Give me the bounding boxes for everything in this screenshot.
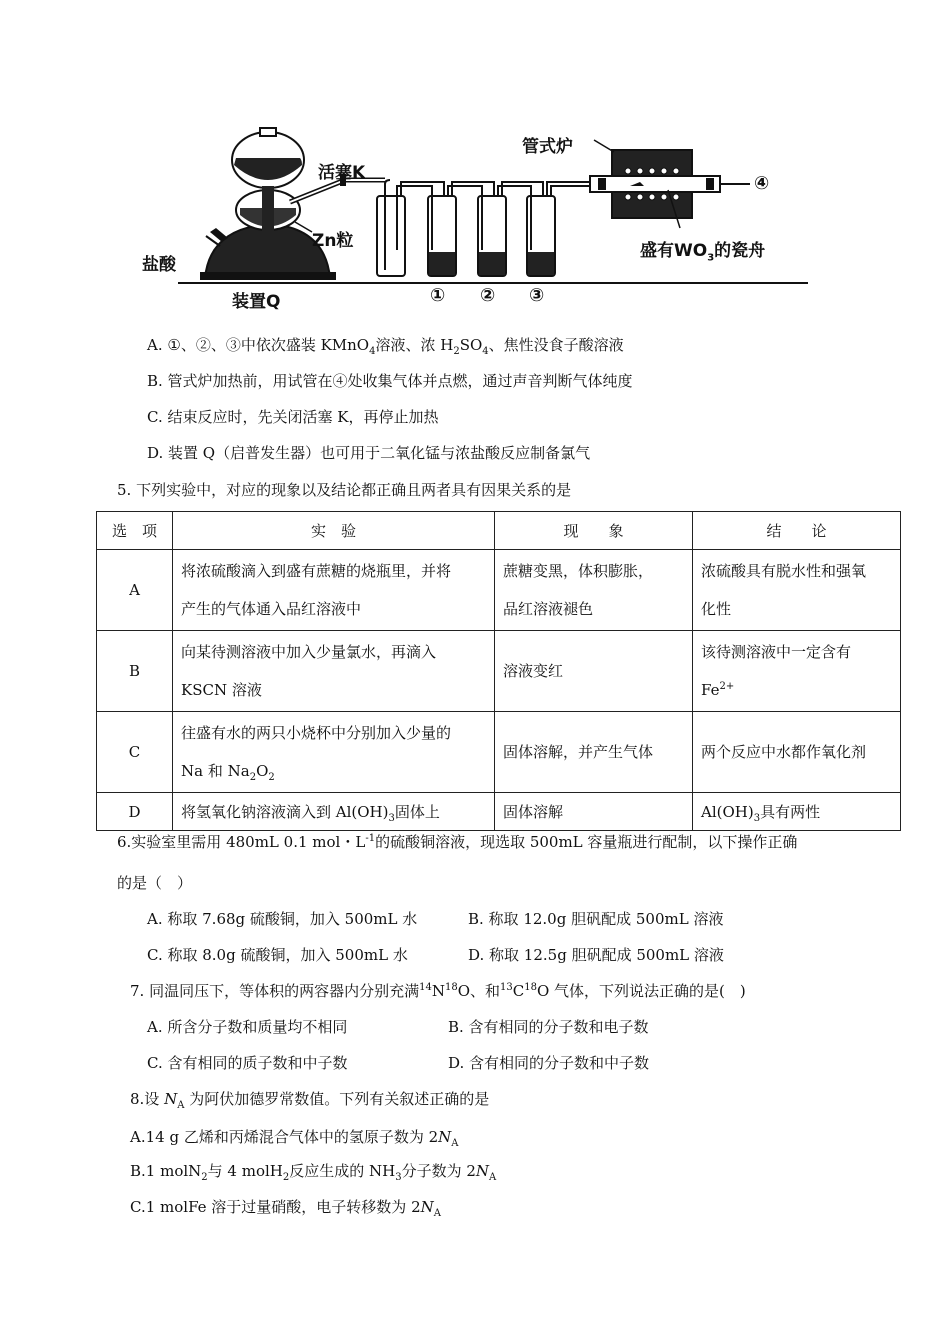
q6-option-b: B. 称取 12.0g 胆矾配成 500mL 溶液 <box>468 910 724 928</box>
wash-bottles <box>377 196 555 276</box>
table-row <box>97 712 901 793</box>
boat-label: 盛有$WO_3$的瓷舟 <box>640 241 766 264</box>
table-row <box>97 550 901 631</box>
header-option: 选 项 <box>97 512 173 550</box>
row-c-option: C <box>97 712 173 793</box>
q4-option-d: D. 装置 Q（启普发生器）也可用于二氧化锰与浓盐酸反应制备氯气 <box>147 444 591 462</box>
q7-stem: 7. 同温同压下，等体积的两容器内分别充满$^{14}N^{18}O$、和$^{13}C^{18}O$ 气体，下列说法正确的是( ) <box>130 982 746 1000</box>
header-phenomenon: 现 象 <box>495 512 693 550</box>
row-a-experiment: 将浓硫酸滴入到盛有蔗糖的烧瓶里，并将 产生的气体通入品红溶液中 <box>173 550 495 631</box>
zn-label: Zn粒 <box>312 231 354 251</box>
q7-option-c: C. 含有相同的质子数和中子数 <box>147 1054 348 1072</box>
table-row <box>97 793 901 831</box>
q5-table <box>96 511 901 831</box>
q7-option-d: D. 含有相同的分子数和中子数 <box>448 1054 650 1072</box>
q8-option-c: C.1 molFe 溶于过量硝酸，电子转移数为 $2N_A$ <box>130 1198 441 1219</box>
row-c-conclusion: 两个反应中水都作氧化剂 <box>693 712 901 793</box>
table-row <box>97 631 901 712</box>
q4-option-a: A. ①、②、③中依次盛装 KMnO$_4$溶液、浓 $H_2SO_4$、焦性没食子酸溶液 <box>147 336 624 357</box>
q7-option-b: B. 含有相同的分子数和电子数 <box>448 1018 649 1036</box>
row-a-conclusion: 浓硫酸具有脱水性和强氧 化性 <box>693 550 901 631</box>
row-a-option: A <box>97 550 173 631</box>
q6-option-c: C. 称取 8.0g 硫酸铜，加入 500mL 水 <box>147 946 408 964</box>
row-d-phenomenon: 固体溶解 <box>495 793 693 831</box>
row-c-experiment: 往盛有水的两只小烧杯中分别加入少量的 Na 和 $Na_2O_2$ <box>173 712 495 793</box>
bottle-1-label: ① <box>430 285 446 306</box>
device-label: 装置Q <box>232 292 281 312</box>
q5-stem: 5. 下列实验中，对应的现象以及结论都正确且两者具有因果关系的是 <box>117 481 572 499</box>
header-experiment: 实 验 <box>173 512 495 550</box>
q8-stem: 8.设 $N_A$ 为阿伏加德罗常数值。下列有关叙述正确的是 <box>130 1090 490 1111</box>
table-header-row <box>97 512 901 550</box>
bottle-2-label: ② <box>480 285 496 306</box>
q4-option-b: B. 管式炉加热前，用试管在④处收集气体并点燃，通过声音判断气体纯度 <box>147 372 633 390</box>
row-b-experiment: 向某待测溶液中加入少量氯水，再滴入 KSCN 溶液 <box>173 631 495 712</box>
outlet-4-label: ④ <box>754 173 770 194</box>
row-d-option: D <box>97 793 173 831</box>
q4-option-c: C. 结束反应时，先关闭活塞 K，再停止加热 <box>147 408 439 426</box>
header-conclusion: 结 论 <box>693 512 901 550</box>
q6-option-a: A. 称取 7.68g 硫酸铜，加入 500mL 水 <box>147 910 418 928</box>
row-a-phenomenon: 蔗糖变黑，体积膨胀， 品红溶液褪色 <box>495 550 693 631</box>
bottle-3-label: ③ <box>529 285 545 306</box>
q6-stem: 6.实验室里需用 480mL 0.1 mol・$L^{-1}$的硫酸铜溶液，现选取 500mL 容量瓶进行配制，以下操作正确 <box>117 833 798 851</box>
row-b-option: B <box>97 631 173 712</box>
q6-option-d: D. 称取 12.5g 胆矾配成 500mL 溶液 <box>468 946 724 964</box>
q7-option-a: A. 所含分子数和质量均不相同 <box>147 1018 348 1036</box>
row-b-phenomenon: 溶液变红 <box>495 631 693 712</box>
row-c-phenomenon: 固体溶解，并产生气体 <box>495 712 693 793</box>
row-d-experiment: 将氢氧化钠溶液滴入到 $Al(OH)_3$固体上 <box>173 793 495 831</box>
stopcock-label: 活塞K <box>318 163 366 183</box>
row-d-conclusion: $Al(OH)_3$具有两性 <box>693 793 901 831</box>
row-b-conclusion: 该待测溶液中一定含有 $Fe^{2+}$ <box>693 631 901 712</box>
kipp-generator <box>200 128 385 280</box>
q8-option-b: B.1 molN$_2$与 4 molH$_2$反应生成的 $NH_3$分子数为 $2N_A$ <box>130 1162 497 1183</box>
hcl-label: 盐酸 <box>142 255 176 275</box>
q8-option-a: A.14 g 乙烯和丙烯混合气体中的氢原子数为 $2N_A$ <box>130 1128 459 1149</box>
furnace-label: 管式炉 <box>522 137 573 157</box>
q6-stem-line2: 的是（ ） <box>117 874 193 892</box>
